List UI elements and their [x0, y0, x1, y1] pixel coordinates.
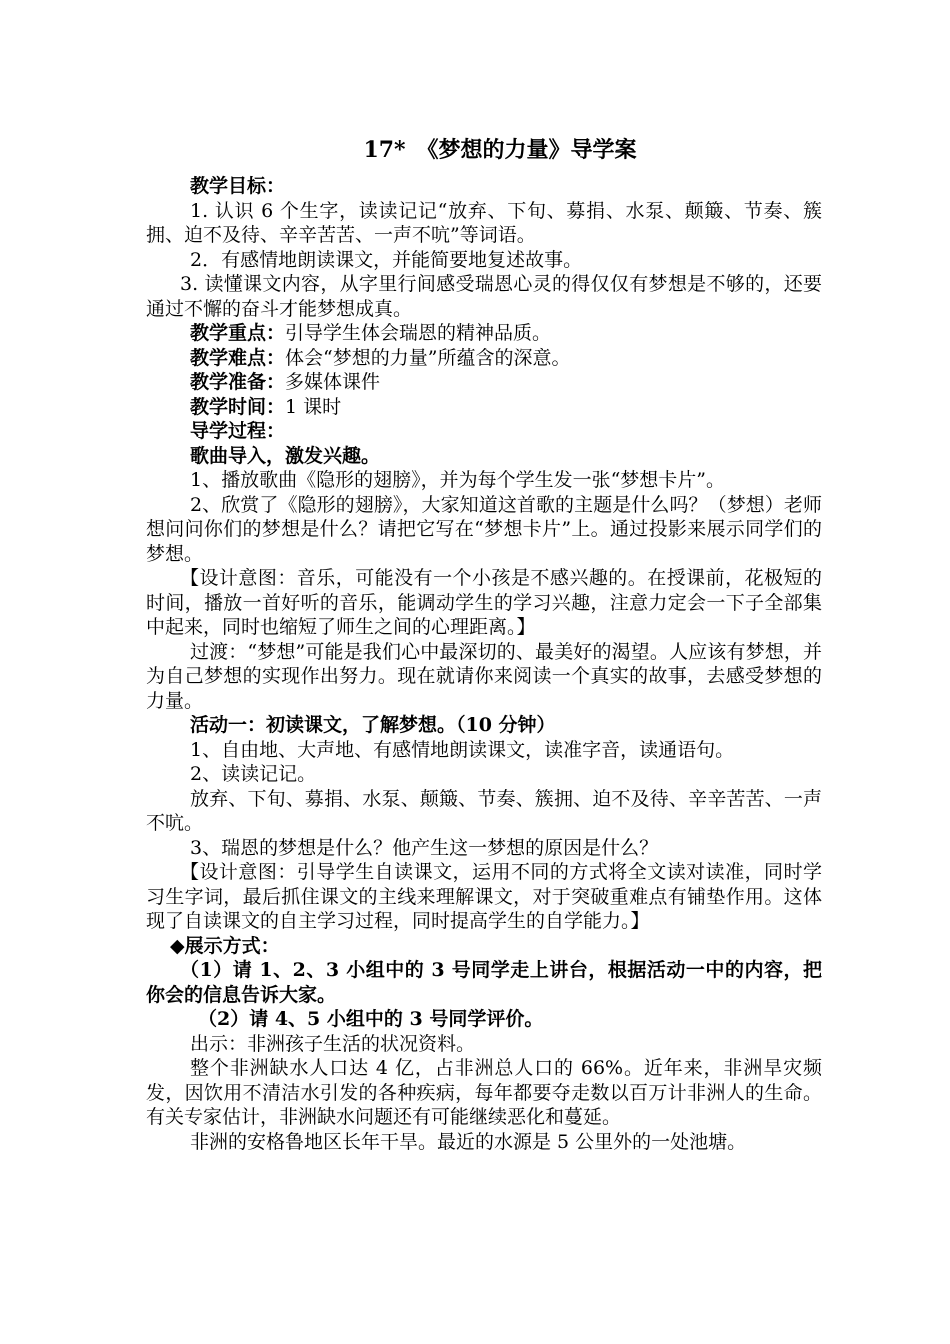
document-body	[146, 174, 822, 1154]
activity-1-heading: 活动一：初读课文，了解梦想。（10 分钟）	[190, 714, 556, 736]
show-heading: ◆展示方式：	[170, 934, 280, 957]
teaching-time	[146, 395, 822, 420]
design-intent-2: 【设计意图：引导学生自读课文，运用不同的方式将全文读对读准，同时学习生字词，最后抓住课文的主线来理解课文，对于突破重难点有铺垫作用。这体现了自读课文的自主学习过程，同时提高学生的自学能力。】	[146, 861, 822, 932]
key-point-label: 教学重点：	[190, 322, 286, 344]
show-method-2: （2）请 4、5 小组中的 3 号同学评价。	[198, 1008, 544, 1030]
goal-2: 2．有感情地朗读课文，并能简要地复述故事。	[190, 248, 583, 271]
goal-1: 1. 认识 6 个生字，读读记记“放弃、下旬、募捐、水泵、颠簸、节奏、簇拥、迫不及待、辛辛苦苦、一声不吭”等词语。	[146, 199, 822, 246]
key-point	[146, 321, 822, 346]
activity-1-step-3: 3、瑞恩的梦想是什么？他产生这一梦想的原因是什么？	[190, 836, 659, 859]
show-material: 出示：非洲孩子生活的状况资料。	[190, 1032, 476, 1055]
africa-paragraph-2: 非洲的安格鲁地区长年干旱。最近的水源是 5 公里外的一处池塘。	[190, 1130, 747, 1153]
preparation-label: 教学准备：	[190, 371, 286, 393]
transition-paragraph: 过渡：“梦想”可能是我们心中最深切的、最美好的渴望。人应该有梦想，并为自己梦想的实现作出努力。现在就请你来阅读一个真实的故事，去感受梦想的力量。	[146, 640, 822, 712]
goal-3: 3. 读懂课文内容，从字里行间感受瑞恩心灵的得仅仅有梦想是不够的，还要通过不懈的奋斗才能梦想成真。	[146, 273, 822, 320]
difficult-point	[146, 346, 822, 371]
teaching-time-label: 教学时间：	[190, 395, 286, 418]
goals-heading: 教学目标：	[190, 175, 286, 197]
process-heading: 导学过程：	[190, 420, 286, 442]
activity-1-words: 放弃、下旬、募捐、水泵、颠簸、节奏、簇拥、迫不及待、辛辛苦苦、一声不吭。	[146, 787, 822, 834]
intro-step-2: 2、欣赏了《隐形的翅膀》，大家知道这首歌的主题是什么吗？（梦想）老师想问问你们的梦想是什么？请把它写在“梦想卡片”上。通过投影来展示同学们的梦想。	[146, 493, 822, 565]
intro-heading: 歌曲导入，激发兴趣。	[190, 444, 381, 467]
key-point-text: 引导学生体会瑞恩的精神品质。	[285, 322, 552, 344]
difficult-point-label: 教学难点：	[190, 346, 286, 369]
preparation	[146, 370, 822, 395]
activity-1-step-2: 2、读读记记。	[190, 763, 317, 785]
teaching-time-text: 1 课时	[285, 395, 342, 418]
difficult-point-text: 体会“梦想的力量”所蕴含的深意。	[285, 346, 571, 369]
show-method-1: （1）请 1、2、3 小组中的 3 号同学走上讲台，根据活动一中的内容，把你会的信息告诉大家。	[146, 959, 822, 1006]
africa-paragraph-1: 整个非洲缺水人口达 4 亿，占非洲总人口的 66%。近年来，非洲旱灾频发，因饮用不清洁水引发的各种疾病，每年都要夺走数以百万计非洲人的生命。有关专家估计，非洲缺水问题还有可能继续恶化和蔓延。	[146, 1057, 822, 1128]
activity-1-step-1: 1、自由地、大声地、有感情地朗读课文，读准字音，读通语句。	[190, 738, 735, 761]
document-title: 17* 《梦想的力量》导学案	[363, 137, 637, 163]
intro-step-1: 1、播放歌曲《隐形的翅膀》，并为每个学生发一张“梦想卡片”。	[190, 469, 726, 491]
preparation-text: 多媒体课件	[285, 371, 381, 393]
design-intent-1: 【设计意图：音乐，可能没有一个小孩是不感兴趣的。在授课前，花极短的时间，播放一首好听的音乐，能调动学生的学习兴趣，注意力定会一下子全部集中起来，同时也缩短了师生之间的心理距离。】	[146, 567, 822, 638]
